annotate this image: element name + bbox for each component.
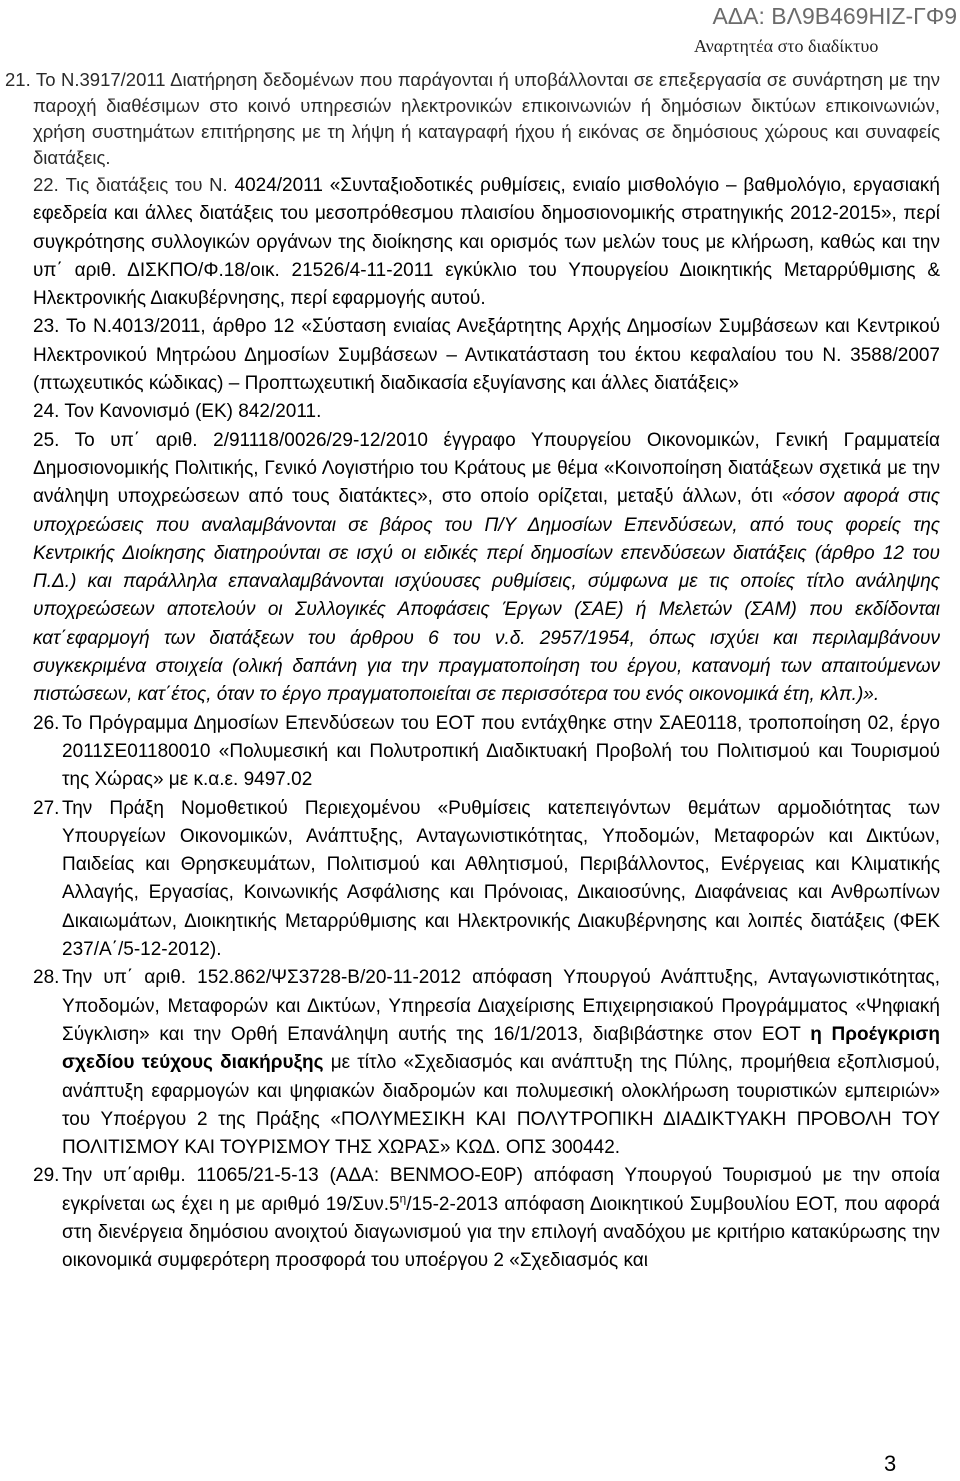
item-text: Τον Κανονισμό (ΕΚ) 842/2011. bbox=[64, 401, 322, 423]
posting-note: Αναρτητέα στο διαδίκτυο bbox=[694, 36, 879, 56]
item-italic-quote: «όσον αφορά στις υποχρεώσεις που αναλαμβάνονται σε βάρος του Π/Υ Δημοσίων Επενδύσεων, από τους φορείς της Κεντρικής Διοίκησης διατηρούνται σε ισχύ οι ειδικές περί δημοσίων επενδύσεων διατάξεις (άρθρο 12 του Π.Δ.) και παράλληλα επαναλαμβάνονται ισχύουσες ρυθμίσεις, σύμφωνα με τις οποίες τίτλο ανάληψης υποχρεώσεων αποτελούν οι Συλλογικές Αποφάσεις Έργων (ΣΑΕ) ή Μελετών (ΣΑΜ) που εκδίδονται κατ΄εφαρμογή των διατάξεων του άρθρου 6 του ν.δ. 2957/1954, όπως ισχύει και περιλαμβάνουν συγκεκριμένα στοιχεία (ολική δαπάνη για την πραγματοποίηση του έργου, κατανομή των απαιτούμενων πιστώσεων, κατ΄έτος, όταν το έργο πραγματοποιείται σε περισσότερα του ενός οικονομικά έτη, κλπ.)». bbox=[33, 486, 941, 706]
list-item-29 bbox=[33, 1162, 940, 1275]
ada-code: ΑΔΑ: ΒΛ9Β469ΗΙΖ-ΓΦ9 bbox=[712, 3, 957, 29]
list-item-24 bbox=[33, 398, 940, 426]
list-item-22 bbox=[33, 171, 940, 313]
item-text: Το Πρόγραμμα Δημοσίων Επενδύσεων του ΕΟΤ που εντάχθηκε στην ΣΑΕ0118, τροποποίηση 02, έργο 2011ΣΕ01180010 «Πολυμεσική και Πολυτροπική Διαδικτυακή Προβολή του Πολιτισμού και Τουρισμού της Χώρας» με κ.α.ε. 9497.02 bbox=[62, 712, 940, 791]
item-number: 29. bbox=[33, 1165, 60, 1187]
item-number: 24. bbox=[33, 401, 60, 423]
item-number: 22. bbox=[33, 174, 59, 195]
item-number: 28. bbox=[33, 967, 60, 989]
item-text: Το Ν.4013/2011, άρθρο 12 «Σύσταση ενιαίας Ανεξάρτητης Αρχής Δημοσίων Συμβάσεων και Κεντρικού Ηλεκτρονικού Μητρώου Δημοσίων Συμβάσεων – Αντικατάσταση του έκτου κεφαλαίου του Ν. 3588/2007 (πτωχευτικός κώδικας) – Προπτωχευτική διαδικασία εξυγίανσης και άλλες διατάξεις» bbox=[33, 316, 940, 395]
item-text: Το υπ΄ αριθ. 2/91118/0026/29-12/2010 έγγραφο Υπουργείου Οικονομικών, Γενική Γραμματεία Δημοσιονομικής Πολιτικής, Γενικό Λογιστήριο του Κράτους με θέμα «Κοινοποίηση διατάξεων σχετικά με την ανάληψη υποχρεώσεων από τους διατάκτες», στο οποίο ορίζεται, μεταξύ άλλων, ότι bbox=[33, 429, 941, 508]
page-number: 3 bbox=[884, 1451, 897, 1476]
list-item-21 bbox=[5, 67, 940, 171]
item-text: 4024/2011 «Συνταξιοδοτικές ρυθμίσεις, ενιαίο μισθολόγιο – βαθμολόγιο, εργασιακή εφεδρεία και άλλες διατάξεις του μεσοπρόθεσμου πλαισίου δημοσιονομικής στρατηγικής 2012-2015», περί συγκρότησης συλλογικών οργάνων της διοίκησης και ορισμός των μελών τους με κλήρωση, καθώς και την υπ΄ αριθ. ΔΙΣΚΠΟ/Φ.18/οικ. 21526/4-11-2011 εγκύκλιο του Υπουργείου Διοικητικής Μεταρρύθμισης & Ηλεκτρονικής Διακυβέρνησης, περί εφαρμογής αυτού. bbox=[33, 175, 940, 310]
item-number: 25. bbox=[33, 429, 60, 451]
item-number: 23. bbox=[33, 316, 60, 338]
item-superscript: η bbox=[399, 1192, 407, 1206]
list-item-23 bbox=[33, 313, 940, 398]
item-text-continued: με τίτλο «Σχεδιασμός και ανάπτυξη της Πύλης, προμήθεια εξοπλισμού, ανάπτυξη εφαρμογών και ψηφιακών διαδρομών και πολυμεσική ολοκλήρωση τουριστικών εμπειριών» του Υποέργου 2 της Πράξης «ΠΟΛΥΜΕΣΙΚΗ ΚΑΙ ΠΟΛΥΤΡΟΠΙΚΗ ΔΙΑΔΙΚΤΥΑΚΗ ΠΡΟΒΟΛΗ ΤΟΥ ΠΟΛΙΤΙΣΜΟΥ ΚΑΙ ΤΟΥΡΙΣΜΟΥ ΤΗΣ ΧΩΡΑΣ» ΚΩΔ. ΟΠΣ 300442. bbox=[62, 1052, 940, 1159]
list-item-26 bbox=[33, 710, 940, 795]
list-item-27 bbox=[33, 795, 940, 965]
item-text: Το Ν.3917/2011 Διατήρηση δεδομένων που παράγονται ή υποβάλλονται σε επεξεργασία σε συνάρτηση με την παροχή διαθέσιμων στο κοινό υπηρεσιών ηλεκτρονικών επικοινωνιών ή δημόσιων δικτύων επικοινωνιών, χρήση συστημάτων επιτήρησης με τη λήψη ή καταγραφή ήχου ή εικόνας σε δημόσιους χώρους και συναφείς διατάξεις. bbox=[33, 69, 940, 168]
item-text-continued: /15-2-2013 απόφαση Διοικητικού Συμβουλίου ΕΟΤ, που αφορά στη διενέργεια δημόσιου ανοιχτού διαγωνισμού για την επιλογή αναδόχου με κριτήριο κατακύρωσης την οικονομικά συμφερότερη προσφορά του υποέργου 2 «Σχεδιασμός και bbox=[62, 1193, 940, 1272]
list-item-28 bbox=[33, 964, 940, 1162]
item-text: Την υπ΄ αριθ. 152.862/ΨΣ3728-Β/20-11-2012 απόφαση Υπουργού Ανάπτυξης, Ανταγωνιστικότητας, Υποδομών, Μεταφορών και Δικτύων, Υπηρεσία Διαχείρισης Επιχειρησιακού Προγράμματος «Ψηφιακή Σύγκλιση» και την Ορθή Επανάληψη αυτής της 16/1/2013, διαβιβάστηκε στον ΕΟΤ bbox=[62, 967, 940, 1045]
item-number: 21. bbox=[5, 69, 31, 90]
list-item-25 bbox=[33, 427, 940, 710]
item-number: 26. bbox=[33, 712, 60, 734]
document-body bbox=[5, 67, 941, 1276]
item-text: Την Πράξη Νομοθετικού Περιεχομένου «Ρυθμίσεις κατεπειγόντων θεμάτων αρμοδιότητας των Υπουργείων Οικονομικών, Ανάπτυξης, Ανταγωνιστικότητας, Υποδομών, Μεταφορών και Δικτύων, Παιδείας και Θρησκευμάτων, Πολιτισμού και Αθλητισμού, Περιβάλλοντος, Ενέργειας και Κλιματικής Αλλαγής, Εργασίας, Κοινωνικής Ασφάλισης και Πρόνοιας, Δικαιοσύνης, Διαφάνειας και Ανθρωπίνων Δικαιωμάτων, Διοικητικής Μεταρρύθμισης και Ηλεκτρονικής Διακυβέρνησης και λοιπές διατάξεις (ΦΕΚ 237/Α΄/5-12-2012). bbox=[62, 797, 940, 961]
item-number: 27. bbox=[33, 797, 60, 819]
item-text: Την υπ΄αριθμ. 11065/21-5-13 (ΑΔΑ: ΒΕΝΜΟΟ-Ε0Ρ) απόφαση Υπουργού Τουρισμού με την οποία εγκρίνεται ως έχει η με αριθμό 19/Συν.5 bbox=[62, 1165, 940, 1215]
item-lead-text: Τις διατάξεις του Ν. bbox=[65, 174, 228, 195]
item-bold-text: η Προέγκριση σχεδίου τεύχους διακήρυξης bbox=[62, 1023, 940, 1074]
